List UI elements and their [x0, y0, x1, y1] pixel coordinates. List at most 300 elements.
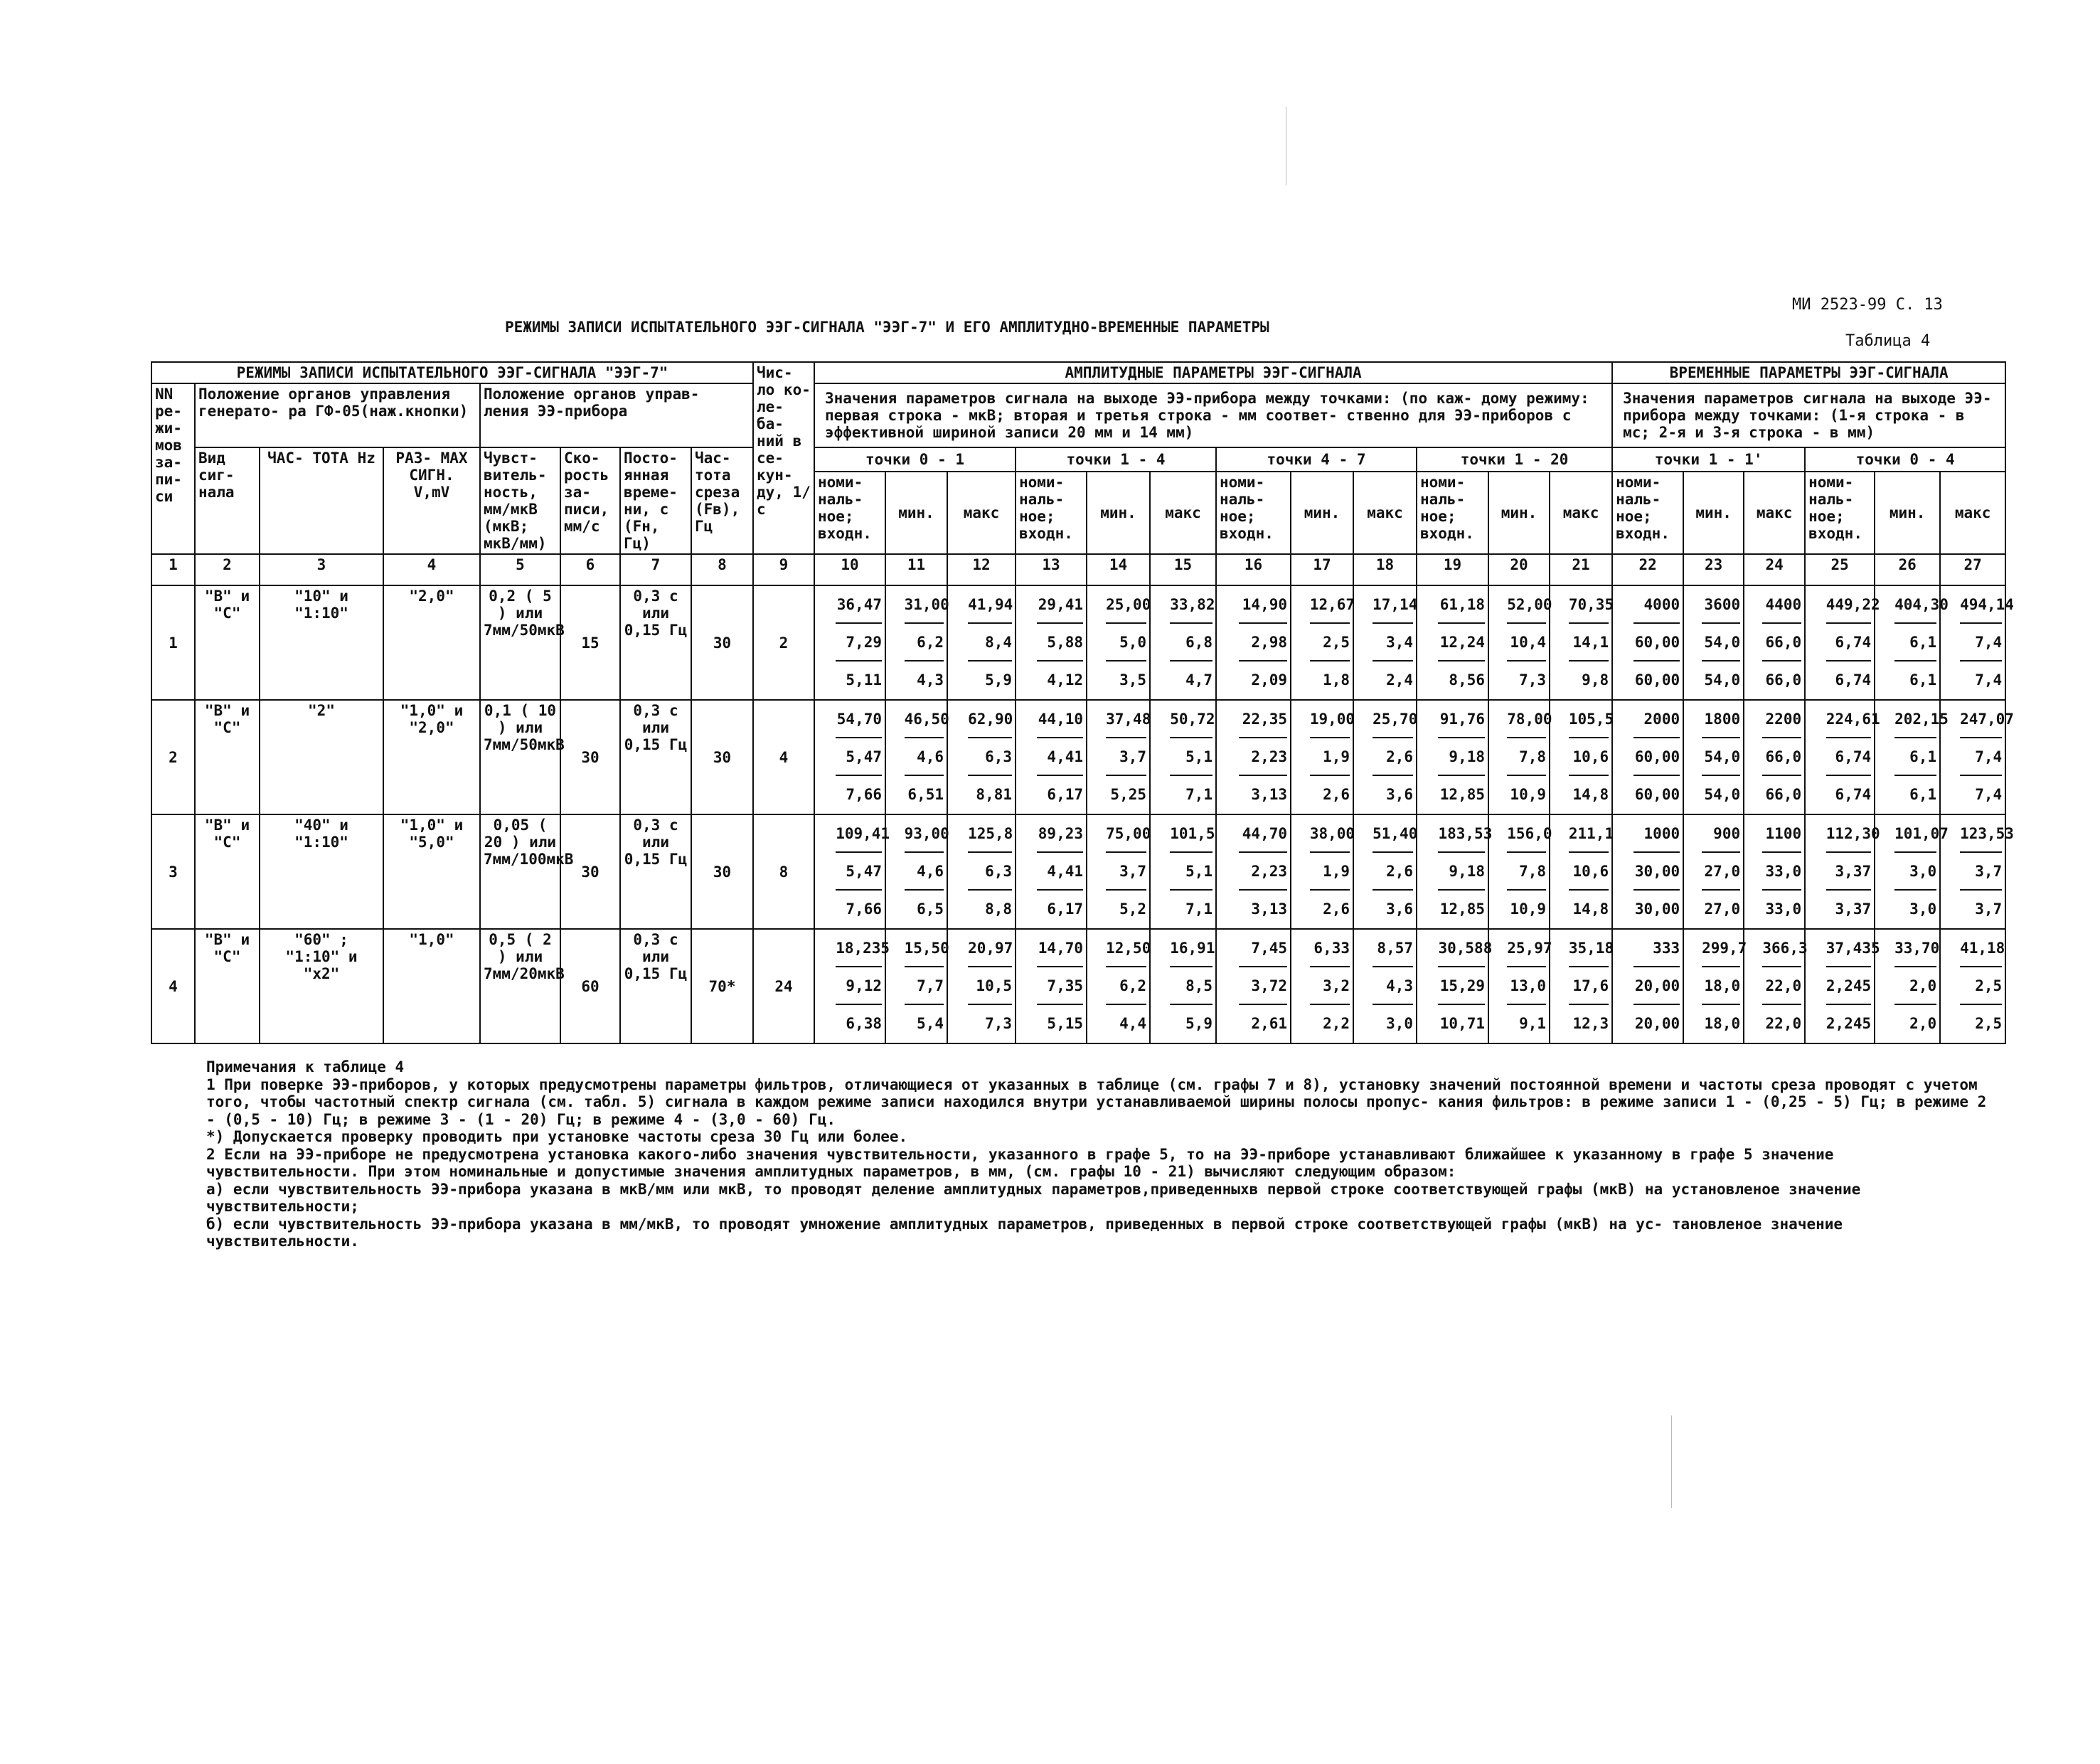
subcol-min-5: мин. — [1683, 472, 1744, 554]
note-2: 2 Если на ЭЭ-приборе не предусмотрена установка какого-либо значения чувствительности, указанного в графе 5, то на ЭЭ-приборе устанавливают ближайшее к указанному в графе 5 значение чувствительности. При этом номинальные и допустимые значения амплитудных параметров, в мм, (см. графы 10 - 21) вычисляют следующим образом: — [206, 1145, 1834, 1180]
value-cell — [1683, 700, 1744, 814]
value-microvolt: 202,15 — [1894, 702, 1936, 738]
value-mm-14: 10,9 — [1510, 900, 1546, 918]
value-mm-14: 8,56 — [1449, 671, 1485, 689]
group-header-time: ВРЕМЕННЫЕ ПАРАМЕТРЫ ЭЭГ-СИГНАЛА — [1612, 362, 2005, 383]
value-microvolt: 44,70 — [1239, 817, 1287, 853]
value-microvolt: 2000 — [1633, 702, 1680, 738]
column-number-13: 13 — [1016, 554, 1087, 585]
points-1-20: точки 1 - 20 — [1417, 447, 1612, 472]
value-mm-20: 9,18 — [1438, 853, 1485, 891]
oscillations-per-second: 4 — [753, 700, 814, 814]
amplitude: "1,0" — [383, 929, 480, 1043]
value-mm-20: 7,29 — [836, 624, 882, 662]
value-mm-14: 7,3 — [1519, 671, 1546, 689]
value-mm-20: 10,5 — [968, 967, 1012, 1005]
value-microvolt: 299,7 — [1702, 931, 1740, 967]
value-mm-20: 10,6 — [1569, 853, 1609, 891]
value-mm-14: 8,8 — [985, 900, 1012, 918]
time-constant: 0,3 с или 0,15 Гц — [620, 700, 691, 814]
value-cell — [1744, 700, 1805, 814]
value-mm-14: 4,3 — [917, 671, 944, 689]
column-number-7: 7 — [620, 554, 691, 585]
recording-speed: 15 — [560, 585, 620, 700]
value-mm-20: 6,1 — [1894, 624, 1936, 662]
value-mm-20: 2,5 — [1960, 967, 2002, 1005]
document-title: РЕЖИМЫ ЗАПИСИ ИСПЫТАТЕЛЬНОГО ЭЭГ-СИГНАЛА "ЭЭГ-7" И ЕГО АМПЛИТУДНО-ВРЕМЕННЫЕ ПАРАМЕТРЫ — [505, 319, 1269, 336]
value-mm-20: 4,6 — [905, 853, 944, 891]
value-microvolt: 31,00 — [905, 588, 944, 624]
value-mm-20: 2,6 — [1373, 738, 1413, 776]
value-mm-20: 3,0 — [1894, 853, 1936, 891]
cutoff-frequency: 30 — [691, 700, 753, 814]
value-mm-20: 7,8 — [1507, 853, 1546, 891]
value-cell — [885, 814, 947, 929]
group-header-device: Положение органов управ- ления ЭЭ-прибора — [480, 383, 753, 447]
subcol-min-3: мин. — [1291, 472, 1353, 554]
value-cell — [1291, 585, 1353, 700]
value-mm-14: 3,7 — [1975, 900, 2003, 918]
value-microvolt: 14,90 — [1239, 588, 1287, 624]
value-cell — [1940, 700, 2014, 814]
value-cell — [814, 585, 885, 700]
value-microvolt: 30,588 — [1438, 931, 1485, 967]
value-mm-14: 2,4 — [1386, 671, 1413, 689]
value-cell — [885, 585, 947, 700]
value-mm-14: 18,0 — [1704, 1015, 1741, 1032]
value-mm-20: 7,8 — [1507, 738, 1546, 776]
value-microvolt: 37,48 — [1106, 702, 1146, 738]
subcol-nominal-6: номи- наль- ное; входн. — [1805, 472, 1875, 554]
value-mm-14: 33,0 — [1765, 900, 1802, 918]
value-microvolt: 17,14 — [1373, 588, 1413, 624]
header-row-points — [151, 447, 2005, 472]
value-mm-14: 6,74 — [1835, 671, 1872, 689]
value-mm-20: 12,24 — [1438, 624, 1485, 662]
value-cell — [1417, 814, 1493, 929]
subcol-max-2: макс — [1150, 472, 1216, 554]
value-mm-20: 60,00 — [1633, 738, 1680, 776]
value-mm-14: 3,13 — [1251, 786, 1287, 803]
group-header-modes: РЕЖИМЫ ЗАПИСИ ИСПЫТАТЕЛЬНОГО ЭЭГ-СИГНАЛА "ЭЭГ-7" — [151, 362, 753, 383]
value-cell — [1016, 814, 1087, 929]
value-cell — [1550, 814, 1612, 929]
value-cell — [885, 929, 947, 1043]
value-mm-14: 5,15 — [1047, 1015, 1083, 1032]
value-mm-14: 8,81 — [976, 786, 1012, 803]
value-microvolt: 4000 — [1633, 588, 1680, 624]
value-microvolt: 1800 — [1702, 702, 1740, 738]
column-number-15: 15 — [1150, 554, 1216, 585]
recording-speed: 30 — [560, 814, 620, 929]
value-cell — [1291, 929, 1353, 1043]
value-mm-14: 14,8 — [1572, 786, 1609, 803]
value-cell — [1683, 929, 1747, 1043]
value-microvolt: 12,67 — [1310, 588, 1350, 624]
value-microvolt: 50,72 — [1170, 702, 1212, 738]
value-microvolt: 44,10 — [1037, 702, 1083, 738]
mode-number: 3 — [151, 814, 195, 929]
value-cell — [1612, 929, 1683, 1043]
value-cell — [1550, 585, 1612, 700]
value-cell — [885, 700, 947, 814]
col-header-cutoff: Час- тота среза (Fв), Гц — [691, 447, 753, 554]
value-mm-20: 4,41 — [1037, 853, 1083, 891]
value-cell — [1417, 929, 1493, 1043]
value-cell — [1216, 814, 1291, 929]
subcol-min-2: мин. — [1087, 472, 1150, 554]
value-cell — [1805, 700, 1880, 814]
value-cell — [814, 814, 890, 929]
value-mm-20: 2,0 — [1894, 967, 1936, 1005]
value-mm-20: 3,7 — [1106, 853, 1146, 891]
subcol-nominal-3: номи- наль- ное; входн. — [1216, 472, 1291, 554]
signal-type: "В" и "С" — [195, 585, 260, 700]
value-mm-20: 3,7 — [1960, 853, 2002, 891]
value-microvolt: 93,00 — [905, 817, 944, 853]
col-header-time-constant: Посто- янная време- ни, с (Fн, Гц) — [620, 447, 691, 554]
value-microvolt: 211,1 — [1569, 817, 1609, 853]
column-number-12: 12 — [947, 554, 1016, 585]
value-microvolt: 41,94 — [968, 588, 1012, 624]
column-number-6: 6 — [560, 554, 620, 585]
value-mm-14: 10,71 — [1439, 1015, 1485, 1032]
subcol-max-4: макс — [1550, 472, 1612, 554]
value-mm-14: 7,4 — [1975, 671, 2003, 689]
value-cell — [1488, 814, 1550, 929]
value-microvolt: 89,23 — [1037, 817, 1083, 853]
column-number-22: 22 — [1612, 554, 1683, 585]
col-header-frequency: ЧАС- ТОТА Hz — [260, 447, 383, 554]
cutoff-frequency: 30 — [691, 585, 753, 700]
value-microvolt: 125,8 — [968, 817, 1012, 853]
value-microvolt: 4400 — [1762, 588, 1801, 624]
table-notes — [145, 1058, 1994, 1250]
value-cell — [1940, 929, 2005, 1043]
value-microvolt: 8,57 — [1373, 931, 1413, 967]
value-mm-20: 2,5 — [1310, 624, 1350, 662]
subcol-min-4: мин. — [1488, 472, 1550, 554]
mode-number: 4 — [151, 929, 195, 1043]
column-number-11: 11 — [885, 554, 947, 585]
eeg-parameters-table — [151, 361, 2014, 1044]
subcol-max-5: макс — [1744, 472, 1805, 554]
scan-artifact-line — [1671, 1415, 1672, 1508]
amplitude-description: Значения параметров сигнала на выходе ЭЭ-прибора между точками: (по каж- дому режиму: первая строка - мкВ; вторая и третья строка - мм соответ- ственно для ЭЭ-приборов с эффективной шириной записи 20 мм и 14 мм) — [814, 383, 1612, 447]
value-mm-20: 6,2 — [1106, 967, 1146, 1005]
column-number-3: 3 — [260, 554, 383, 585]
value-cell — [1744, 929, 1808, 1043]
value-cell — [1940, 814, 2014, 929]
value-mm-20: 2,23 — [1239, 853, 1287, 891]
value-mm-20: 4,3 — [1373, 967, 1413, 1005]
oscillations-per-second: 24 — [753, 929, 814, 1043]
note-2a: а) если чувствительность ЭЭ-прибора указана в мкВ/мм или мкВ, то проводят деление амплитудных параметров,приведенныхв первой строке соответствующей графы (мкВ) на установленое значение чувствительности; — [206, 1180, 1861, 1215]
value-cell — [1805, 814, 1880, 929]
value-mm-20: 3,7 — [1106, 738, 1146, 776]
value-cell — [1940, 585, 2014, 700]
value-mm-14: 4,7 — [1185, 671, 1212, 689]
points-0-1: точки 0 - 1 — [814, 447, 1016, 472]
value-mm-14: 12,85 — [1439, 786, 1485, 803]
value-cell — [1612, 814, 1683, 929]
column-number-21: 21 — [1550, 554, 1612, 585]
value-microvolt: 494,14 — [1960, 588, 2002, 624]
amplitude: "1,0" и "5,0" — [383, 814, 480, 929]
value-microvolt: 109,41 — [836, 817, 882, 853]
value-cell — [947, 700, 1016, 814]
value-microvolt: 70,35 — [1569, 588, 1609, 624]
value-mm-20: 17,6 — [1569, 967, 1609, 1005]
page-identifier: МИ 2523-99 С. 13 — [1792, 296, 1943, 314]
value-mm-14: 4,12 — [1047, 671, 1083, 689]
value-mm-14: 12,3 — [1572, 1015, 1609, 1032]
column-number-5: 5 — [480, 554, 560, 585]
value-mm-20: 6,74 — [1826, 624, 1871, 662]
value-mm-20: 8,4 — [968, 624, 1012, 662]
value-mm-14: 6,1 — [1909, 786, 1937, 803]
value-mm-14: 6,38 — [846, 1015, 882, 1032]
points-0-4: точки 0 - 4 — [1805, 447, 2005, 472]
value-mm-20: 7,4 — [1960, 624, 2002, 662]
value-mm-14: 5,9 — [985, 671, 1012, 689]
value-mm-14: 22,0 — [1765, 1015, 1802, 1032]
sensitivity: 0,2 ( 5 ) или 7мм/50мкВ — [480, 585, 560, 700]
value-microvolt: 123,53 — [1960, 817, 2002, 853]
value-microvolt: 2200 — [1762, 702, 1801, 738]
value-mm-14: 3,6 — [1386, 900, 1413, 918]
col-header-mode-number: NN ре- жи- мов за- пи- си — [151, 383, 195, 554]
col-header-amplitude: РАЗ- МАХ СИГН. V,mV — [383, 447, 480, 554]
value-mm-14: 66,0 — [1765, 786, 1802, 803]
value-cell — [947, 585, 1016, 700]
value-cell — [1488, 585, 1550, 700]
value-mm-20: 5,1 — [1170, 853, 1212, 891]
value-microvolt: 52,00 — [1507, 588, 1546, 624]
value-microvolt: 16,91 — [1170, 931, 1212, 967]
value-microvolt: 183,53 — [1438, 817, 1485, 853]
value-mm-20: 8,5 — [1170, 967, 1212, 1005]
value-mm-14: 6,74 — [1835, 786, 1872, 803]
value-mm-14: 6,17 — [1047, 900, 1083, 918]
col-header-sensitivity: Чувст- витель- ность, мм/мкВ (мкВ; мкВ/мм) — [480, 447, 560, 554]
value-cell — [1744, 814, 1805, 929]
value-mm-14: 5,25 — [1110, 786, 1146, 803]
value-cell — [1291, 700, 1353, 814]
group-header-generator: Положение органов управления генерато- ра ГФ-05(наж.кнопки) — [195, 383, 480, 447]
value-mm-20: 27,0 — [1702, 853, 1740, 891]
value-microvolt: 18,235 — [836, 931, 882, 967]
column-number-25: 25 — [1805, 554, 1875, 585]
subcol-nominal-5: номи- наль- ное; входн. — [1612, 472, 1683, 554]
sensitivity: 0,5 ( 2 ) или 7мм/20мкВ — [480, 929, 560, 1043]
value-mm-14: 20,00 — [1634, 1015, 1680, 1032]
value-mm-20: 6,3 — [968, 853, 1012, 891]
value-microvolt: 14,70 — [1037, 931, 1083, 967]
value-microvolt: 62,90 — [968, 702, 1012, 738]
value-mm-14: 3,37 — [1835, 900, 1872, 918]
value-mm-14: 2,09 — [1251, 671, 1287, 689]
value-mm-14: 3,13 — [1251, 900, 1287, 918]
value-mm-20: 5,47 — [836, 853, 882, 891]
time-constant: 0,3 с или 0,15 Гц — [620, 585, 691, 700]
value-cell — [1291, 814, 1353, 929]
value-mm-14: 7,66 — [846, 900, 882, 918]
value-mm-20: 9,18 — [1438, 738, 1485, 776]
amplitude: "2,0" — [383, 585, 480, 700]
cutoff-frequency: 30 — [691, 814, 753, 929]
value-mm-20: 7,35 — [1037, 967, 1083, 1005]
notes-heading: Примечания к таблице 4 — [206, 1058, 405, 1075]
group-header-amplitude: АМПЛИТУДНЫЕ ПАРАМЕТРЫ ЭЭГ-СИГНАЛА — [814, 362, 1612, 383]
value-microvolt: 61,18 — [1438, 588, 1485, 624]
subcol-nominal-4: номи- наль- ное; входн. — [1417, 472, 1488, 554]
value-mm-20: 6,74 — [1826, 738, 1871, 776]
cutoff-frequency: 70* — [691, 929, 753, 1043]
value-mm-14: 10,9 — [1510, 786, 1546, 803]
value-mm-20: 2,98 — [1239, 624, 1287, 662]
value-mm-14: 66,0 — [1765, 671, 1802, 689]
header-row-subgroups — [151, 383, 2005, 447]
value-mm-20: 33,0 — [1762, 853, 1801, 891]
frequency: "2" — [260, 700, 383, 814]
value-mm-20: 2,6 — [1373, 853, 1413, 891]
note-asterisk: *) Допускается проверку проводить при установке частоты среза 30 Гц или более. — [206, 1128, 908, 1145]
value-mm-14: 9,8 — [1582, 671, 1609, 689]
value-mm-20: 2,245 — [1826, 967, 1871, 1005]
value-mm-20: 5,47 — [836, 738, 882, 776]
value-microvolt: 19,00 — [1310, 702, 1350, 738]
value-mm-20: 15,29 — [1438, 967, 1485, 1005]
value-microvolt: 51,40 — [1373, 817, 1413, 853]
value-mm-20: 54,0 — [1702, 624, 1740, 662]
value-mm-20: 14,1 — [1569, 624, 1609, 662]
value-mm-14: 2,245 — [1825, 1015, 1872, 1032]
value-mm-20: 30,00 — [1633, 853, 1680, 891]
value-microvolt: 224,61 — [1826, 702, 1871, 738]
value-mm-14: 2,2 — [1323, 1015, 1350, 1032]
value-microvolt: 101,07 — [1894, 817, 1936, 853]
value-cell — [1683, 814, 1744, 929]
value-mm-20: 20,00 — [1633, 967, 1680, 1005]
time-constant: 0,3 с или 0,15 Гц — [620, 814, 691, 929]
value-mm-14: 14,8 — [1572, 900, 1609, 918]
value-cell — [1744, 585, 1805, 700]
value-mm-20: 6,2 — [905, 624, 944, 662]
value-microvolt: 22,35 — [1239, 702, 1287, 738]
value-mm-14: 3,5 — [1119, 671, 1146, 689]
value-mm-14: 60,00 — [1634, 786, 1680, 803]
points-1-1prime: точки 1 - 1' — [1612, 447, 1805, 472]
column-number-1: 1 — [151, 554, 195, 585]
value-cell — [1150, 929, 1216, 1043]
col-header-signal-type: Вид сиг- нала — [195, 447, 260, 554]
value-microvolt: 449,22 — [1826, 588, 1871, 624]
value-cell — [1353, 814, 1417, 929]
note-1: 1 При поверке ЭЭ-приборов, у которых предусмотрены параметры фильтров, отличающиеся от указанных в таблице (см. графы 7 и 8), установку значений постоянной времени и частоты среза проводят с учетом того, чтобы частотный спектр сигнала (см. табл. 5) сигнала в каждом режиме записи находился внутри устанавливаемой ширины полосы пропус- кания фильтров: в режиме записи 1 - (0,25 - 5) Гц; в режиме 2 - (0,5 - 10) Гц; в режиме 3 - (1 - 20) Гц; в режиме 4 - (3,0 - 60) Гц. — [206, 1075, 1987, 1128]
value-mm-14: 12,85 — [1439, 900, 1485, 918]
value-cell — [1488, 929, 1550, 1043]
value-mm-20: 3,72 — [1239, 967, 1287, 1005]
value-cell — [1016, 585, 1087, 700]
value-cell — [1216, 929, 1291, 1043]
value-mm-20: 1,9 — [1310, 738, 1350, 776]
value-cell — [1016, 929, 1087, 1043]
frequency: "40" и "1:10" — [260, 814, 383, 929]
mode-number: 2 — [151, 700, 195, 814]
sensitivity: 0,05 ( 20 ) или 7мм/100мкВ — [480, 814, 560, 929]
value-microvolt: 25,00 — [1106, 588, 1146, 624]
value-cell — [1805, 929, 1880, 1043]
value-cell — [1805, 585, 1880, 700]
value-cell — [1488, 700, 1550, 814]
value-cell — [1353, 700, 1417, 814]
value-mm-20: 10,6 — [1569, 738, 1609, 776]
value-microvolt: 75,00 — [1106, 817, 1146, 853]
sensitivity: 0,1 ( 10 ) или 7мм/50мкВ — [480, 700, 560, 814]
column-number-20: 20 — [1488, 554, 1550, 585]
value-microvolt: 37,435 — [1826, 931, 1871, 967]
value-cell — [1550, 700, 1612, 814]
value-mm-14: 2,0 — [1909, 1015, 1937, 1032]
value-mm-14: 27,0 — [1704, 900, 1741, 918]
value-mm-14: 1,8 — [1323, 671, 1350, 689]
value-cell — [1087, 585, 1150, 700]
value-microvolt: 1000 — [1633, 817, 1680, 853]
value-microvolt: 29,41 — [1037, 588, 1083, 624]
column-number-4: 4 — [383, 554, 480, 585]
value-microvolt: 156,0 — [1507, 817, 1546, 853]
value-mm-20: 6,1 — [1894, 738, 1936, 776]
value-mm-14: 3,0 — [1386, 1015, 1413, 1032]
value-microvolt: 33,70 — [1894, 931, 1936, 967]
value-cell — [947, 929, 1016, 1043]
value-microvolt: 35,18 — [1569, 931, 1609, 967]
value-mm-14: 5,9 — [1185, 1015, 1212, 1032]
value-mm-14: 6,51 — [907, 786, 944, 803]
value-microvolt: 54,70 — [836, 702, 882, 738]
value-mm-14: 54,0 — [1704, 671, 1741, 689]
value-microvolt: 36,47 — [836, 588, 882, 624]
value-cell — [814, 929, 890, 1043]
subcol-max-3: макс — [1353, 472, 1417, 554]
value-cell — [1150, 700, 1216, 814]
value-mm-14: 54,0 — [1704, 786, 1741, 803]
value-microvolt: 101,5 — [1170, 817, 1212, 853]
value-mm-20: 60,00 — [1633, 624, 1680, 662]
value-mm-20: 3,2 — [1310, 967, 1350, 1005]
value-mm-20: 5,1 — [1170, 738, 1212, 776]
column-numbers-row — [151, 554, 2005, 585]
recording-speed: 30 — [560, 700, 620, 814]
value-microvolt: 105,5 — [1569, 702, 1609, 738]
signal-type: "В" и "С" — [195, 929, 260, 1043]
value-cell — [1417, 700, 1488, 814]
time-description: Значения параметров сигнала на выходе ЭЭ-прибора между точками: (1-я строка - в мс; 2-я и 3-я строка - в мм) — [1612, 383, 2005, 447]
value-cell — [1612, 700, 1683, 814]
value-mm-14: 9,1 — [1519, 1015, 1546, 1032]
column-number-16: 16 — [1216, 554, 1291, 585]
value-mm-20: 3,4 — [1373, 624, 1413, 662]
value-microvolt: 25,70 — [1373, 702, 1413, 738]
points-1-4: точки 1 - 4 — [1016, 447, 1216, 472]
subcol-min-6: мин. — [1875, 472, 1940, 554]
value-cell — [1150, 814, 1216, 929]
value-mm-20: 3,37 — [1826, 853, 1871, 891]
value-microvolt: 3600 — [1702, 588, 1740, 624]
mode-row — [151, 700, 2005, 814]
subcol-max-6: макс — [1940, 472, 2005, 554]
